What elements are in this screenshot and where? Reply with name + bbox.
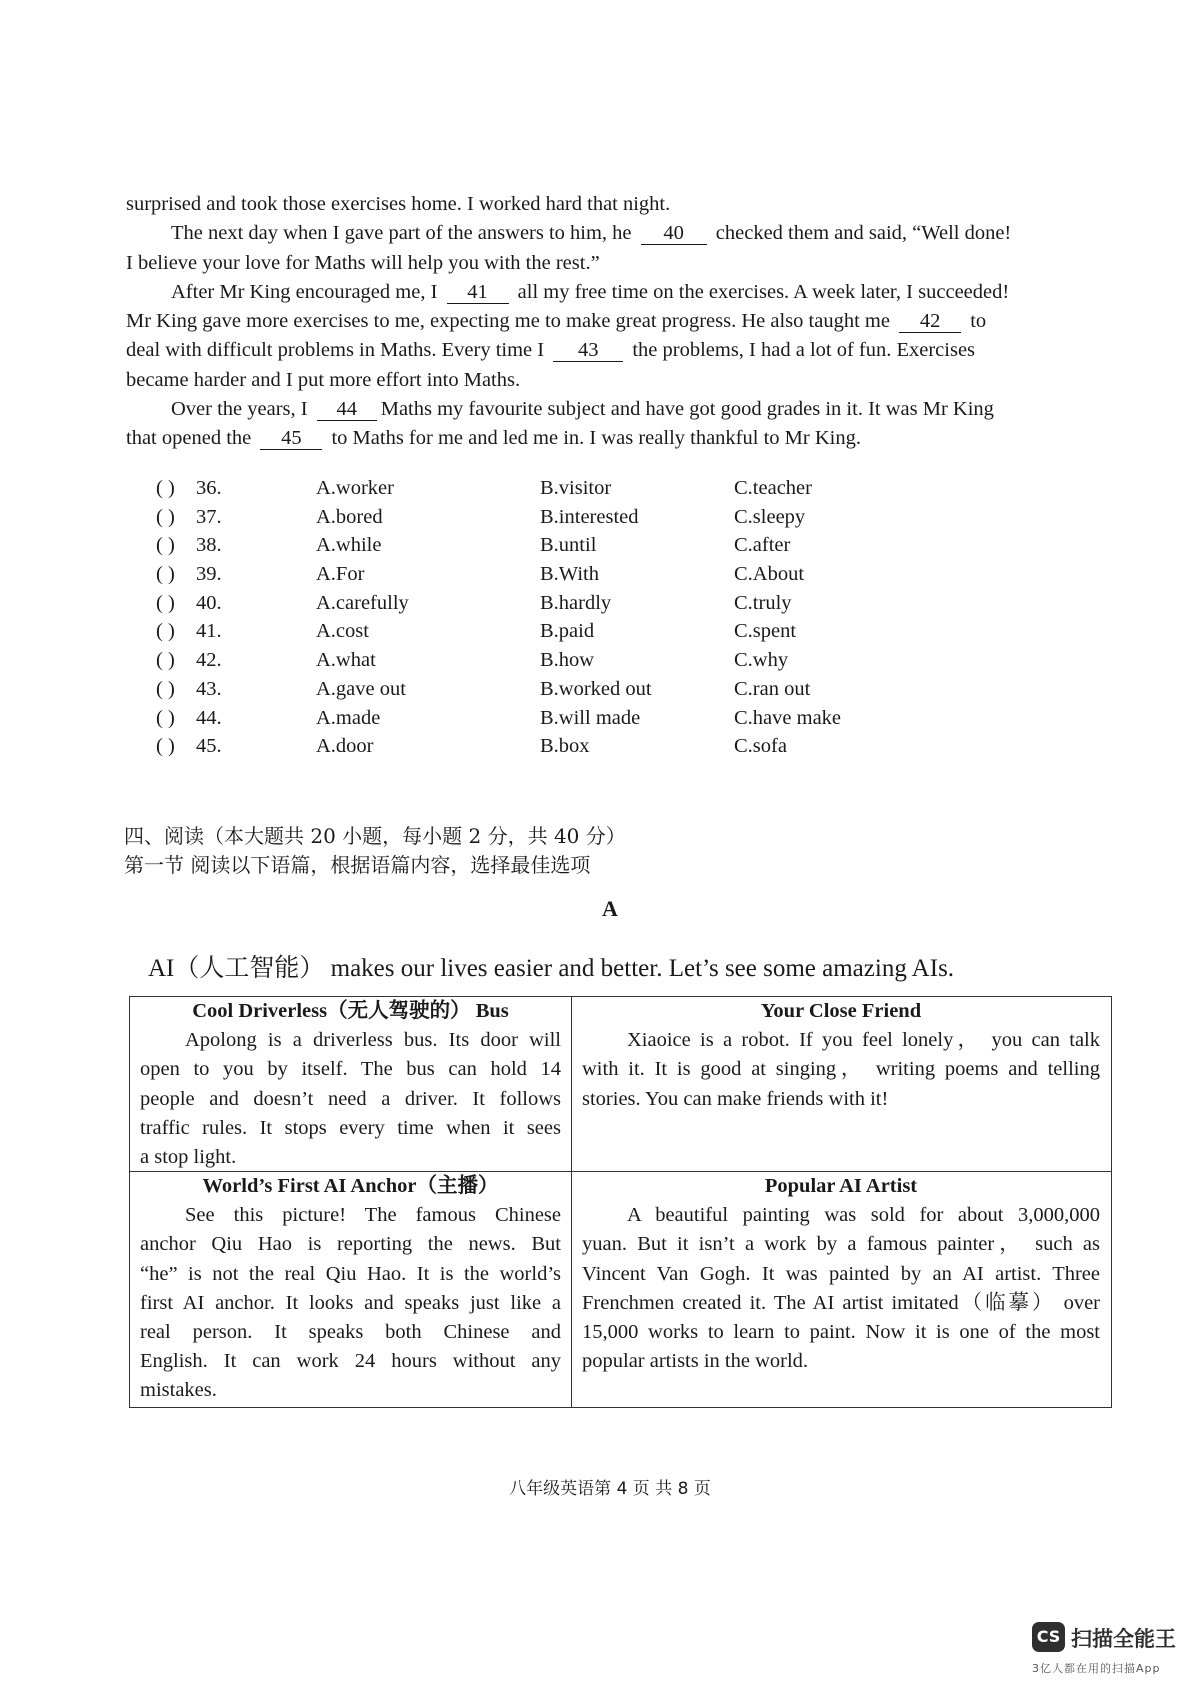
option-b[interactable]: B.until xyxy=(540,534,597,557)
camscanner-logo-icon: CS xyxy=(1032,1622,1065,1652)
option-a[interactable]: A.carefully xyxy=(316,591,409,614)
option-c[interactable]: C.teacher xyxy=(734,477,812,499)
question-row-36 xyxy=(150,474,870,503)
option-b[interactable]: B.how xyxy=(540,649,595,672)
question-row-41 xyxy=(150,617,870,646)
cloze-line: that opened the 45 to Maths for me and led me in. I was really thankful to Mr King. xyxy=(126,427,861,450)
option-c[interactable]: C.spent xyxy=(734,620,797,643)
option-b[interactable]: B.interested xyxy=(540,505,639,528)
question-number: 40. xyxy=(196,591,222,614)
option-b[interactable]: B.will made xyxy=(540,706,641,729)
watermark-slogan: 3亿人都在用的扫描App xyxy=(1032,1662,1161,1675)
option-c[interactable]: C.sleepy xyxy=(734,505,806,528)
cloze-line: The next day when I gave part of the answers to him, he 40 checked them and said, “Well done! xyxy=(171,222,1012,245)
answer-bracket[interactable]: ( ) xyxy=(156,505,175,528)
card-ai-anchor xyxy=(130,1172,571,1407)
question-row-44 xyxy=(150,704,870,733)
question-row-43 xyxy=(150,675,870,704)
option-b[interactable]: B.box xyxy=(540,735,590,758)
question-row-40 xyxy=(150,589,870,618)
option-b[interactable]: B.paid xyxy=(540,620,595,643)
answer-bracket[interactable]: ( ) xyxy=(156,735,175,758)
option-a[interactable]: A.cost xyxy=(316,620,369,643)
option-c[interactable]: C.why xyxy=(734,649,789,672)
option-c[interactable]: C.after xyxy=(734,534,791,557)
question-number: 43. xyxy=(196,677,222,700)
option-c[interactable]: C.have make xyxy=(734,706,842,729)
card-driverless-bus xyxy=(130,997,571,1171)
options-list xyxy=(150,474,870,761)
question-row-37 xyxy=(150,503,870,532)
answer-bracket[interactable]: ( ) xyxy=(156,677,175,700)
question-row-39 xyxy=(150,560,870,589)
option-c[interactable]: C.sofa xyxy=(734,735,787,758)
cloze-line: After Mr King encouraged me, I 41 all my free time on the exercises. A week later, I succeeded! xyxy=(171,280,1010,303)
ai-info-table xyxy=(129,996,1112,1408)
cloze-line: Over the years, I 44 Maths my favourite subject and have got good grades in it. It was Mr King xyxy=(171,398,994,421)
question-number: 39. xyxy=(196,563,222,586)
question-row-42 xyxy=(150,646,870,675)
answer-bracket[interactable]: ( ) xyxy=(156,563,175,586)
cloze-blank-44[interactable]: 44 xyxy=(317,398,377,421)
cloze-blank-42[interactable]: 42 xyxy=(899,310,961,333)
option-a[interactable]: A.while xyxy=(316,534,382,557)
cloze-line: became harder and I put more effort into Maths. xyxy=(126,368,521,391)
cloze-line: surprised and took those exercises home. I worked hard that night. xyxy=(126,193,671,215)
question-row-45 xyxy=(150,732,870,761)
option-a[interactable]: A.what xyxy=(316,649,376,672)
answer-bracket[interactable]: ( ) xyxy=(156,706,175,729)
card-ai-artist xyxy=(572,1172,1110,1407)
option-b[interactable]: B.With xyxy=(540,563,599,586)
answer-bracket[interactable]: ( ) xyxy=(156,649,175,672)
card-title: Cool Driverless（无人驾驶的） Bus xyxy=(192,1000,509,1022)
page-footer: 八年级英语第 4 页 共 8 页 xyxy=(509,1479,711,1499)
card-body: A beautiful painting was sold for about 3,000,000 yuan. But it isn’t a work by a famous painter， such as Vincent Van Gogh. It was painted by an AI artist. Three Frenchmen created it. The AI artist imitated（临摹） over 15,000 works to learn to paint. Now it is one of the most popular artists in the world. xyxy=(582,1204,1100,1373)
cloze-blank-41[interactable]: 41 xyxy=(447,281,509,304)
option-a[interactable]: A.made xyxy=(316,706,381,729)
watermark-app-name: 扫描全能王 xyxy=(1071,1627,1176,1651)
card-body: Apolong is a driverless bus. Its door will open to you by itself. The bus can hold 14 people and doesn’t need a driver. It follows traffic rules. It stops every time when it sees a stop light. xyxy=(140,1029,561,1168)
cloze-blank-40[interactable]: 40 xyxy=(641,222,707,245)
answer-bracket[interactable]: ( ) xyxy=(156,620,175,643)
cloze-line: deal with difficult problems in Maths. Every time I 43 the problems, I had a lot of fun. Exercises xyxy=(126,339,976,362)
section-subheading: 第一节 阅读以下语篇，根据语篇内容，选择最佳选项 xyxy=(124,853,591,877)
answer-bracket[interactable]: ( ) xyxy=(156,534,175,557)
option-b[interactable]: B.worked out xyxy=(540,677,652,700)
scanner-watermark xyxy=(1032,1622,1182,1678)
question-number: 45. xyxy=(196,735,222,758)
cloze-blank-43[interactable]: 43 xyxy=(553,339,623,362)
option-a[interactable]: A.worker xyxy=(316,477,394,499)
question-number: 41. xyxy=(196,620,222,643)
card-close-friend xyxy=(572,997,1110,1171)
option-c[interactable]: C.truly xyxy=(734,591,792,614)
question-number: 44. xyxy=(196,706,222,729)
option-c[interactable]: C.About xyxy=(734,563,805,586)
option-a[interactable]: A.door xyxy=(316,735,374,758)
card-title: Popular AI Artist xyxy=(764,1175,918,1197)
answer-bracket[interactable]: ( ) xyxy=(156,591,175,614)
answer-bracket[interactable]: ( ) xyxy=(156,477,175,499)
cloze-passage xyxy=(126,190,1086,454)
cloze-blank-45[interactable]: 45 xyxy=(260,427,322,450)
option-b[interactable]: B.hardly xyxy=(540,591,612,614)
card-body: Xiaoice is a robot. If you feel lonely， you can talk with it. It is good at singing， writing poems and telling stories. You can make friends with it! xyxy=(582,1029,1100,1110)
cloze-line: I believe your love for Maths will help you with the rest.” xyxy=(126,251,600,274)
question-number: 42. xyxy=(196,649,222,672)
cloze-line: Mr King gave more exercises to me, expecting me to make great progress. He also taught me 42 to xyxy=(126,310,987,333)
question-row-38 xyxy=(150,531,870,560)
option-a[interactable]: A.gave out xyxy=(316,677,406,700)
option-a[interactable]: A.For xyxy=(316,563,365,586)
card-title: World’s First AI Anchor（主播） xyxy=(202,1175,499,1197)
question-number: 36. xyxy=(196,477,222,499)
passage-letter: A xyxy=(602,896,618,921)
option-c[interactable]: C.ran out xyxy=(734,677,811,700)
section-heading: 四、阅读（本大题共 20 小题，每小题 2 分，共 40 分） xyxy=(124,824,626,848)
card-body: See this picture! The famous Chinese anchor Qiu Hao is reporting the news. But “he” is not the real Qiu Hao. It is the world’s first AI anchor. It looks and speaks just like a real person. It speaks both Chinese and English. It can work 24 hours without any mistakes. xyxy=(140,1204,561,1402)
question-number: 38. xyxy=(196,534,222,557)
option-a[interactable]: A.bored xyxy=(316,505,383,528)
option-b[interactable]: B.visitor xyxy=(540,477,612,499)
question-number: 37. xyxy=(196,505,222,528)
passage-intro: AI（人工智能） makes our lives easier and better. Let’s see some amazing AIs. xyxy=(148,955,955,982)
card-title: Your Close Friend xyxy=(760,1000,922,1022)
